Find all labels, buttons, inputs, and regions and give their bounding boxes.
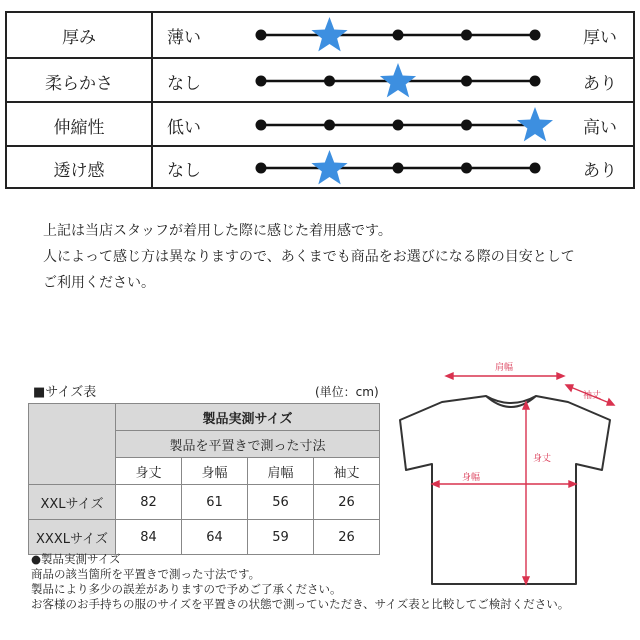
scale-dot: [256, 76, 267, 87]
column-header: 身幅: [182, 458, 248, 485]
footnote-line: お客様のお手持ちの服のサイズを平置きの状態で測っていただき、サイズ表と比較してご検討ください。: [31, 597, 570, 611]
table-row: [29, 485, 380, 520]
scale-dot: [530, 30, 541, 41]
size-table-heading: ■サイズ表: [33, 385, 97, 400]
rating-star-icon: [517, 107, 553, 141]
feel-table: [5, 11, 635, 189]
feel-high-label: あり: [583, 160, 617, 181]
divider: [151, 59, 153, 103]
size-value: 26: [314, 485, 380, 520]
feel-low-label: 薄い: [167, 27, 201, 48]
feel-high-label: 高い: [583, 117, 617, 138]
size-table: [28, 403, 380, 555]
column-header: 肩幅: [248, 458, 314, 485]
length-label: 身丈: [532, 454, 552, 464]
size-value: 84: [116, 520, 182, 555]
tshirt-measure-diagram: [396, 356, 626, 590]
size-name: XXLサイズ: [29, 485, 116, 520]
scale-dot: [461, 163, 472, 174]
divider: [151, 103, 153, 147]
scale-dot: [530, 76, 541, 87]
feel-scale: [243, 59, 553, 103]
scale-dot: [393, 30, 404, 41]
divider: [151, 13, 153, 57]
divider: [151, 147, 153, 189]
feel-label: 厚み: [62, 27, 96, 48]
footnote-line: ●製品実測サイズ: [31, 552, 121, 566]
footnote-line: 商品の該当箇所を平置きで測った寸法です。: [31, 567, 261, 581]
scale-dot: [324, 120, 335, 131]
note-line: 人によって感じ方は異なりますので、あくまでも商品をお選びになる際の目安として: [43, 249, 575, 265]
scale-dot: [256, 163, 267, 174]
group-title: 製品実測サイズ: [116, 404, 380, 431]
feel-row-thickness: [7, 13, 633, 57]
sleeve-label: 袖丈: [582, 391, 602, 401]
feel-row-sheerness: [7, 145, 633, 189]
feel-row-softness: [7, 57, 633, 103]
size-value: 26: [314, 520, 380, 555]
scale-dot: [461, 76, 472, 87]
scale-dot: [393, 163, 404, 174]
corner-cell: [29, 404, 116, 485]
scale-dot: [256, 120, 267, 131]
feel-high-label: あり: [583, 73, 617, 94]
rating-star-icon: [311, 17, 347, 51]
size-value: 59: [248, 520, 314, 555]
rating-star-icon: [380, 63, 416, 97]
scale-dot: [461, 30, 472, 41]
shoulder-label: 肩幅: [494, 363, 514, 373]
footnote-line: 製品により多少の誤差がありますので予めご了承ください。: [31, 582, 342, 596]
scale-dot: [393, 120, 404, 131]
feel-low-label: なし: [167, 160, 201, 181]
table-row: [29, 520, 380, 555]
feel-scale: [243, 103, 553, 147]
feel-label: 柔らかさ: [45, 73, 113, 94]
size-table-unit: (単位：cm): [315, 385, 379, 399]
feel-label: 伸縮性: [53, 117, 105, 138]
feel-label: 透け感: [53, 160, 105, 181]
size-value: 64: [182, 520, 248, 555]
group-subtitle: 製品を平置きで測った寸法: [116, 431, 380, 458]
feel-low-label: 低い: [167, 117, 201, 138]
feel-row-stretch: [7, 101, 633, 147]
scale-dot: [324, 76, 335, 87]
rating-star-icon: [311, 150, 347, 184]
note-line: 上記は当店スタッフが着用した際に感じた着用感です。: [43, 223, 392, 239]
note-line: ご利用ください。: [43, 275, 155, 291]
size-value: 56: [248, 485, 314, 520]
feel-high-label: 厚い: [583, 27, 617, 48]
feel-low-label: なし: [167, 73, 201, 94]
width-label: 身幅: [461, 473, 481, 483]
size-value: 82: [116, 485, 182, 520]
scale-dot: [256, 30, 267, 41]
scale-dot: [461, 120, 472, 131]
size-value: 61: [182, 485, 248, 520]
fit-note: [43, 218, 575, 296]
tshirt-outline: [400, 396, 610, 584]
column-header: 身丈: [116, 458, 182, 485]
feel-scale: [243, 147, 553, 189]
feel-scale: [243, 13, 553, 57]
column-header: 袖丈: [314, 458, 380, 485]
size-name: XXXLサイズ: [29, 520, 116, 555]
scale-dot: [530, 163, 541, 174]
